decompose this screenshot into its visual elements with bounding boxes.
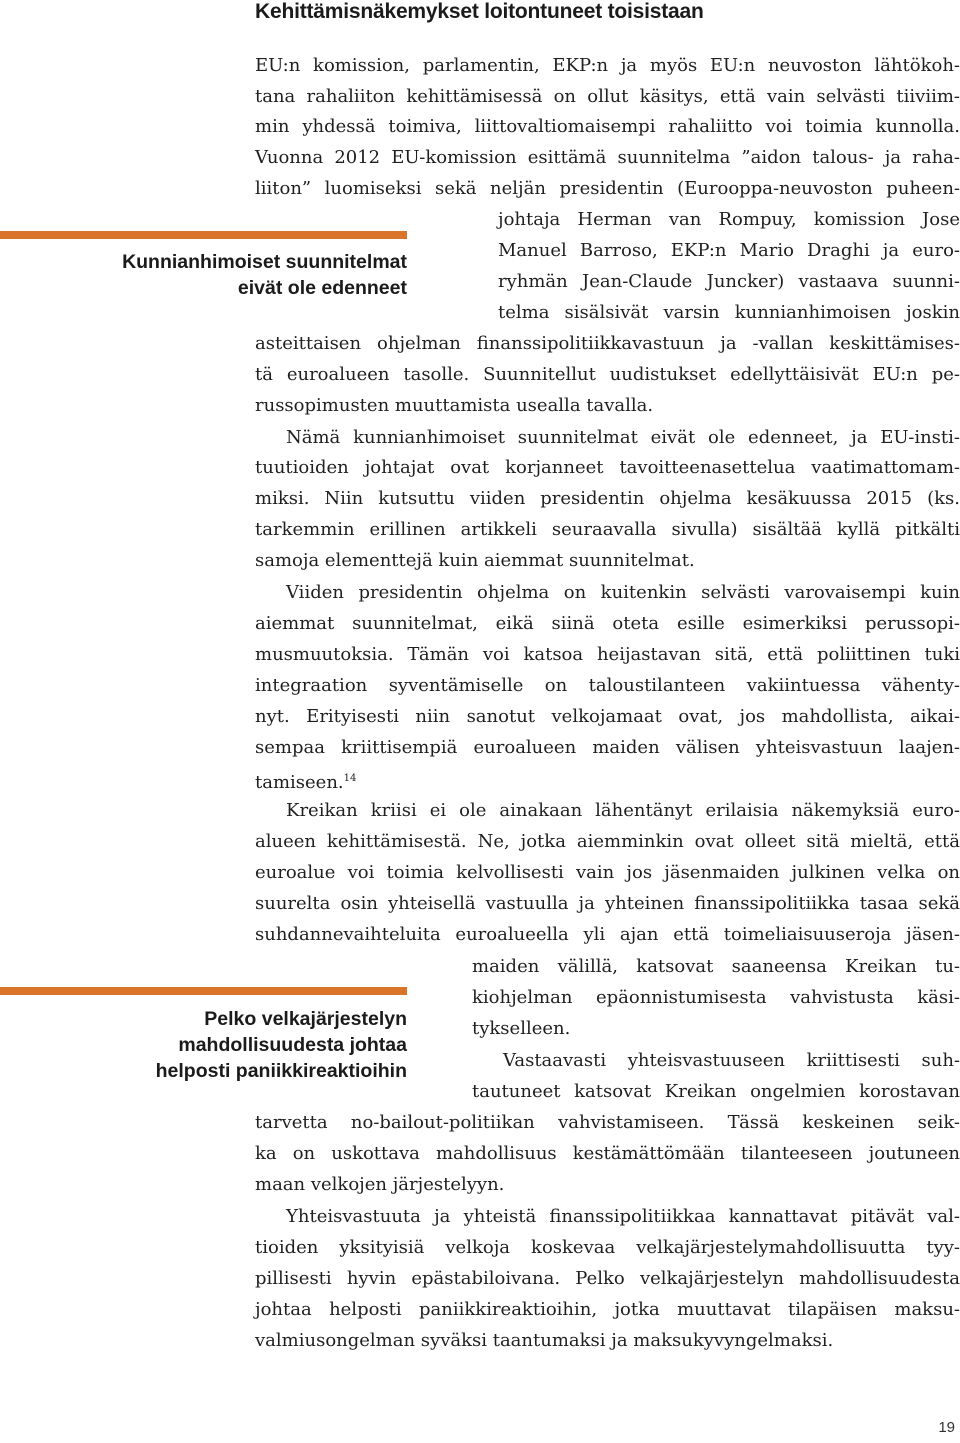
body-line: russopimusten muuttamista usealla tavalla. [255,395,654,416]
body-line: pillisesti hyvin epästabiloivana. Pelko velkajärjestelyn mahdollisuudesta [255,1268,960,1289]
body-line: samoja elementtejä kuin aiemmat suunnitelmat. [255,550,695,571]
body-line: maiden välillä, katsovat saaneensa Kreikan tu- [472,956,960,977]
body-line: telma sisälsivät varsin kunnianhimoisen joskin [498,302,960,323]
body-line: EU:n komission, parlamentin, EKP:n ja myös EU:n neuvoston lähtökoh- [255,55,960,76]
body-line: suurelta osin yhteisellä vastuulla ja yhteinen finanssipolitiikka tasaa sekä [255,893,960,914]
body-line: liiton” luomiseksi sekä neljän presidentin (Eurooppa-neuvoston puheen- [255,178,960,199]
body-line: Yhteisvastuuta ja yhteistä finanssipolitiikkaa kannattavat pitävät val- [286,1206,960,1227]
body-line: tarkemmin erillinen artikkeli seuraavalla sivulla) sisältää kyllä pitkälti [255,519,960,540]
body-line: Nämä kunnianhimoiset suunnitelmat eivät ole edenneet, ja EU-insti- [286,427,960,448]
body-line: kiohjelman epäonnistumisesta vahvistusta käsi- [472,987,960,1008]
body-line: miksi. Niin kutsuttu viiden presidentin ohjelma kesäkuussa 2015 (ks. [255,488,960,509]
body-line: Manuel Barroso, EKP:n Mario Draghi ja euro- [498,240,960,261]
page-number: 19 [938,1419,955,1436]
body-line: min yhdessä toimiva, liittovaltiomaisempi rahaliitto voi toimia kunnolla. [255,116,960,137]
body-line: aiemmat suunnitelmat, eikä siinä oteta esille esimerkiksi perussopi- [255,613,960,634]
body-line: tä euroalueen tasolle. Suunnitellut uudistukset edellyttäisivät EU:n pe- [255,364,960,385]
pullquote-1 [0,249,407,301]
body-line: tioiden yksityisiä velkoja koskevaa velkajärjestelymahdollisuutta tyy- [255,1237,960,1258]
pullquote-2 [0,1006,407,1084]
pullquote-2-line: Pelko velkajärjestelyn [204,1008,407,1030]
pullquote-1-rule [0,231,407,239]
body-line: ryhmän Jean-Claude Juncker) vastaava suunni- [498,271,960,292]
footnote-reference: 14 [343,773,357,784]
body-line: euroalue voi toimia kelvollisesti vain jos jäsenmaiden julkinen velka on [255,862,960,883]
body-line: tuutioiden johtajat ovat korjanneet tavoitteenasettelua vaatimattomam- [255,457,960,478]
body-line: integraation syventämiselle on taloustilanteen vakiintuessa vähenty- [255,675,960,696]
body-line: Kreikan kriisi ei ole ainakaan lähentänyt erilaisia näkemyksiä euro- [286,800,960,821]
body-line: Vastaavasti yhteisvastuuseen kriittisesti suh- [503,1050,960,1071]
body-line: alueen kehittämisestä. Ne, jotka aiemminkin ovat olleet sitä mieltä, että [255,831,960,852]
body-line: johtaja Herman van Rompuy, komission Jose [498,209,960,230]
body-line: asteittaisen ohjelman finanssipolitiikkavastuun ja -vallan keskittämises- [255,333,960,354]
body-line: sempaa kriittisempiä euroalueen maiden välisen yhteisvastuun laajen- [255,737,960,758]
body-line: maan velkojen järjestelyyn. [255,1174,505,1195]
body-line: nyt. Erityisesti niin sanotut velkojamaat ovat, jos mahdollista, aikai- [255,706,960,727]
body-line: tamiseen.$^{14}$ [255,772,357,793]
pullquote-2-rule [0,987,407,995]
body-line: Viiden presidentin ohjelma on kuitenkin selvästi varovaisempi kuin [286,582,960,603]
body-line: suhdannevaihteluita euroalueella yli ajan että toimeliaisuuseroja jäsen- [255,924,960,945]
body-line: tautuneet katsovat Kreikan ongelmien korostavan [472,1081,960,1102]
body-line: Vuonna 2012 EU-komission esittämä suunnitelma ”aidon talous- ja raha- [255,147,960,168]
pullquote-2-line: mahdollisuudesta johtaa [178,1034,407,1056]
body-line: ka on uskottava mahdollisuus kestämättömään tilanteeseen joutuneen [255,1143,960,1164]
body-line: tana rahaliiton kehittämisessä on ollut käsitys, että vain selvästi tiiviim- [255,86,960,107]
body-line: tarvetta no-bailout-politiikan vahvistamiseen. Tässä keskeinen seik- [255,1112,960,1133]
section-heading: Kehittämisnäkemykset loitontuneet toisistaan [255,0,704,23]
pullquote-1-line: eivät ole edenneet [237,277,407,299]
pullquote-2-line: helposti paniikkireaktioihin [155,1060,407,1082]
body-line: johtaa helposti paniikkireaktioihin, jotka muuttavat tilapäisen maksu- [255,1299,960,1320]
pullquote-1-line: Kunnianhimoiset suunnitelmat [122,251,407,273]
body-line: musmuutoksia. Tämän voi katsoa heijastavan sitä, että poliittinen tuki [255,644,960,665]
body-line: valmiusongelman syväksi taantumaksi ja maksukyvyngelmaksi. [255,1330,834,1351]
body-line: tykselleen. [472,1018,571,1039]
